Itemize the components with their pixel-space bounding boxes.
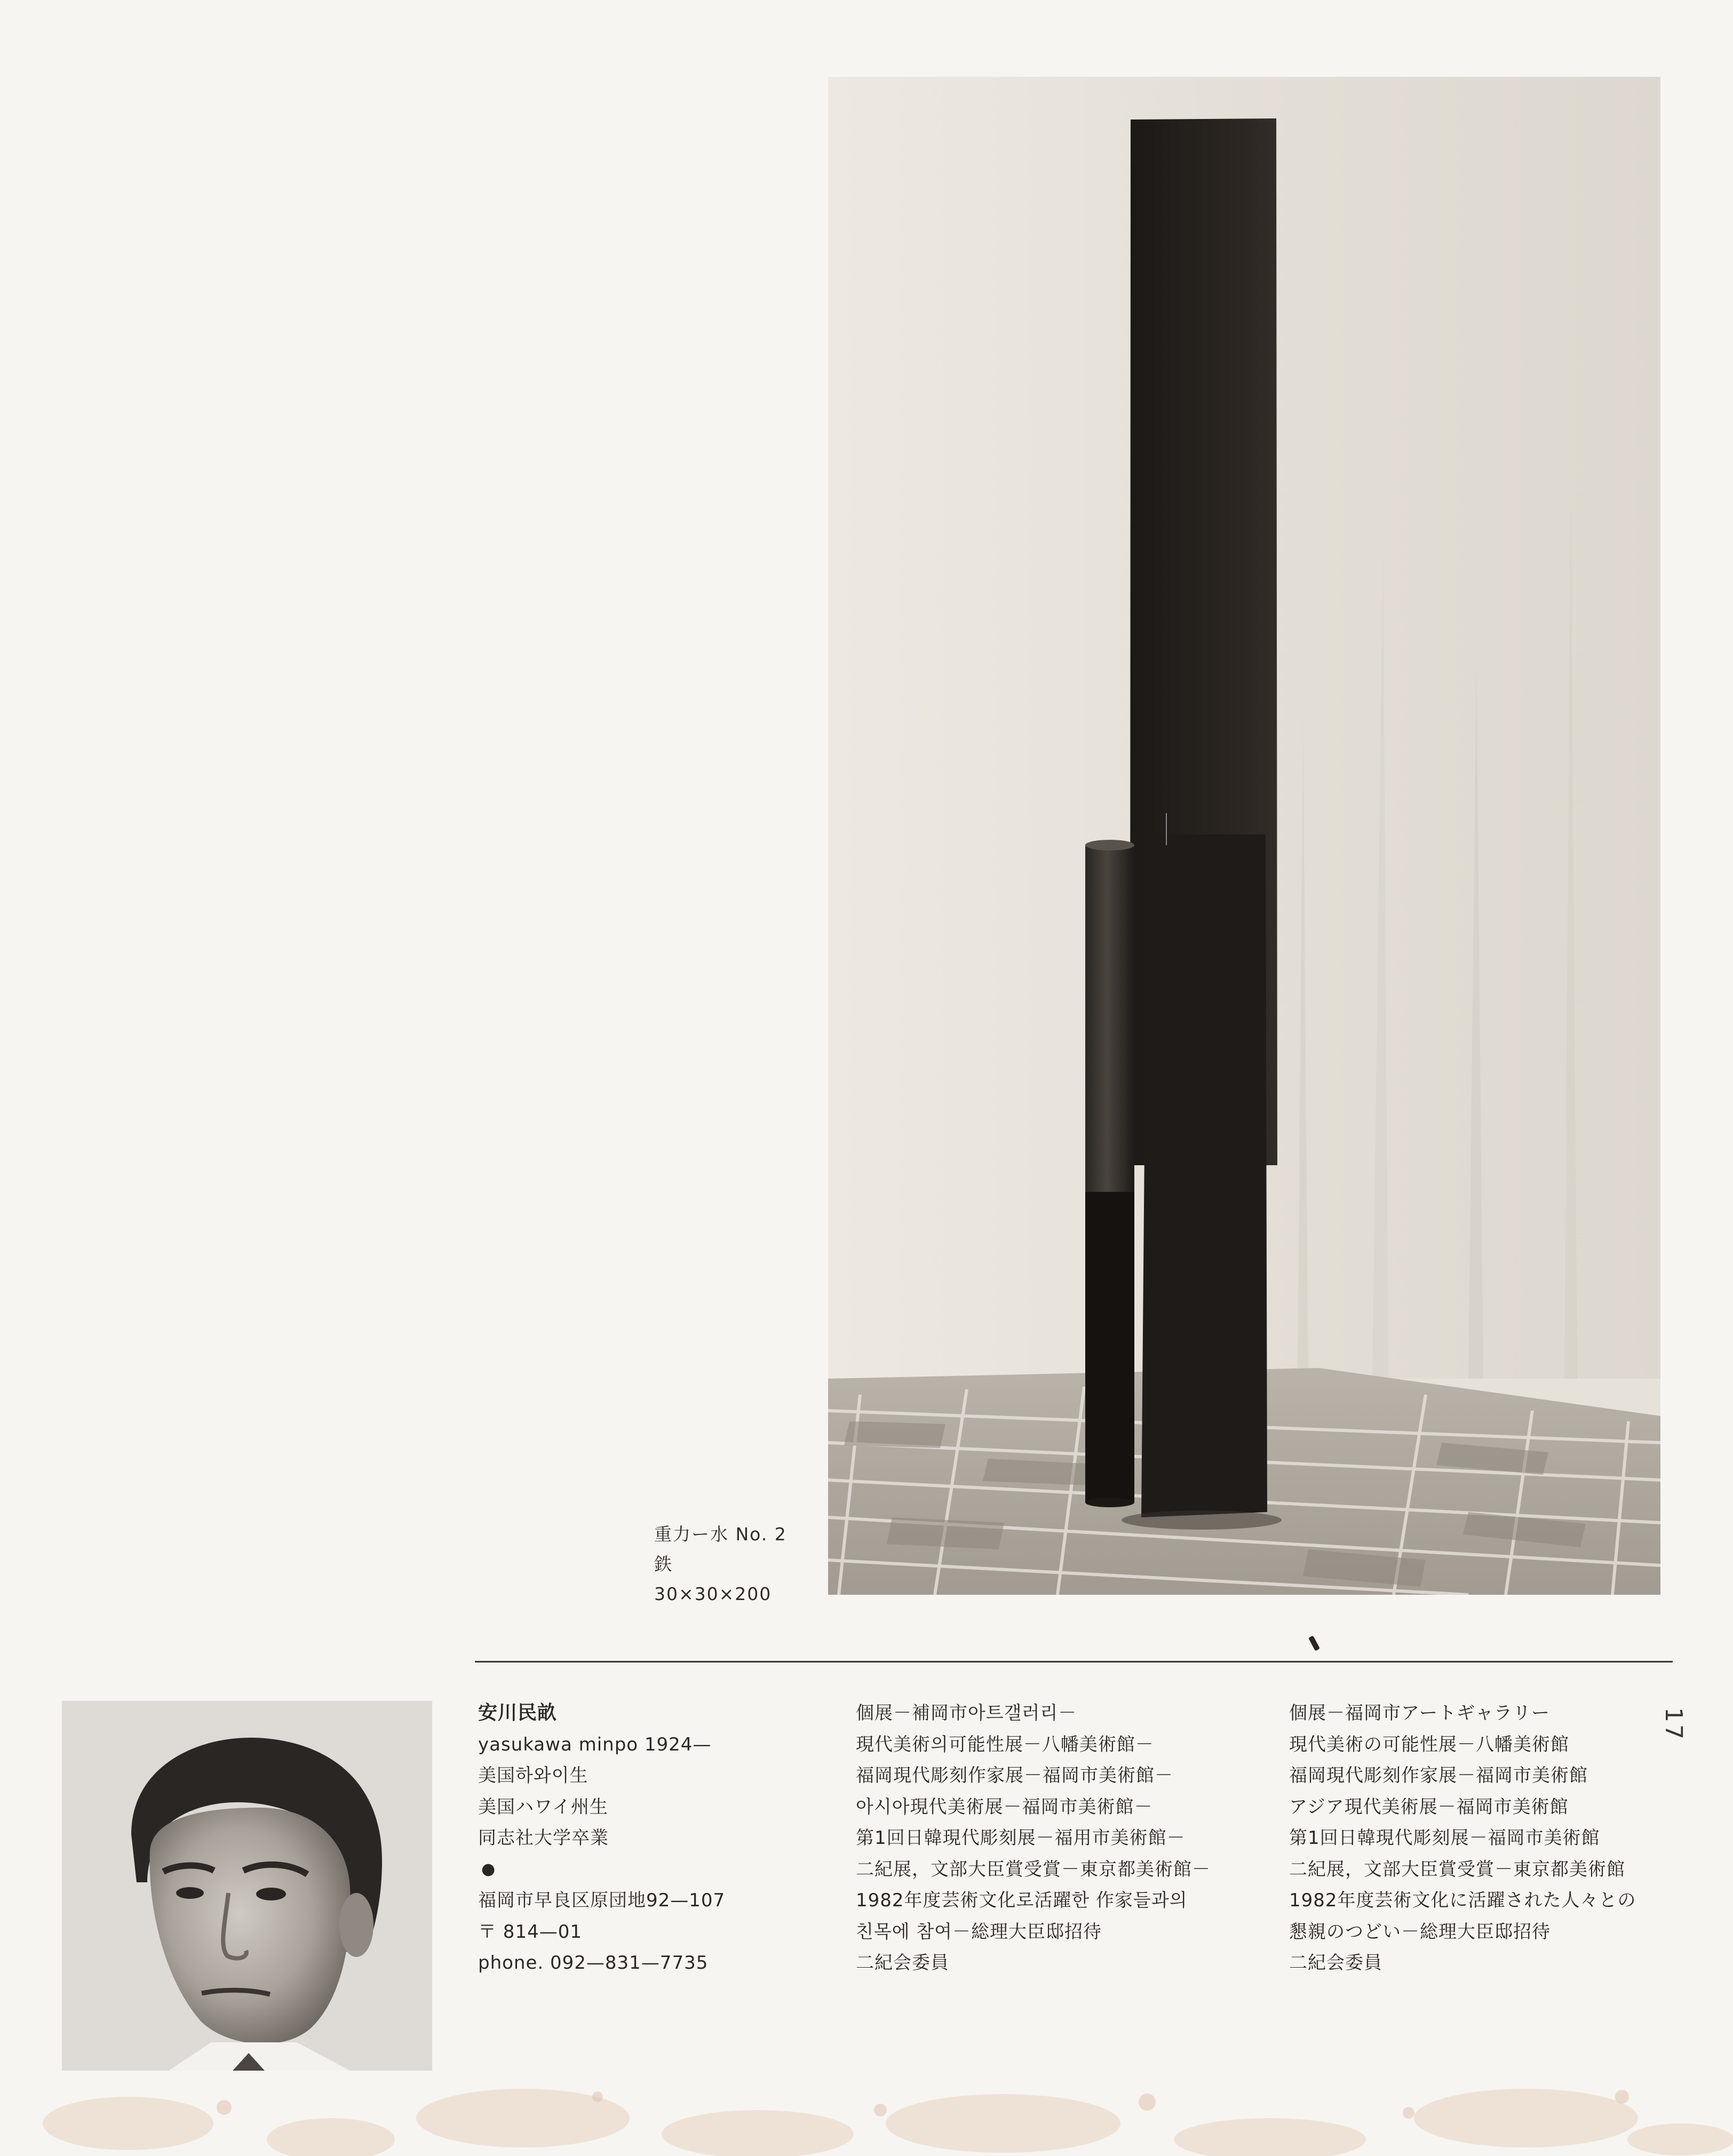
exhibition-line: 二紀会委員 (1289, 1952, 1382, 1974)
artwork-caption (654, 1519, 820, 1609)
ink-mark (1308, 1635, 1320, 1651)
exhibition-line: 二紀展，文部大臣賞受賞－東京都美術館 (1289, 1858, 1625, 1880)
exhibition-line: 二紀会委員 (856, 1952, 949, 1974)
artist-address: 福岡市早良区原団地92—107 (478, 1890, 726, 1911)
artist-phone: phone. 092—831—7735 (478, 1952, 709, 1974)
exhibition-line: 個展－福岡市アートギャラリー (1289, 1702, 1550, 1724)
artwork-dimensions: 30×30×200 (654, 1584, 772, 1604)
bullet-separator: ● (481, 1859, 496, 1879)
artwork-material: 鉄 (654, 1554, 673, 1574)
artist-postal-code: 〒 814—01 (478, 1921, 582, 1943)
exhibitions-japanese (1289, 1698, 1695, 1979)
artist-birthplace-ko: 美国하와이生 (478, 1765, 589, 1786)
exhibition-line: 福岡現代彫刻作家展－福岡市美術館－ (856, 1765, 1173, 1786)
exhibition-line: 1982年度芸術文化로活躍한 作家들과의 (856, 1890, 1188, 1911)
artist-portrait (62, 1701, 432, 2071)
exhibition-line: 個展－補岡市아트갤러리－ (856, 1702, 1077, 1724)
artist-education: 同志社大学卒業 (478, 1827, 609, 1849)
exhibition-line: 第1回日韓現代彫刻展－福岡市美術館 (1289, 1827, 1600, 1849)
exhibition-line: 二紀展，文部大臣賞受賞－東京都美術館－ (856, 1858, 1211, 1880)
section-divider (475, 1661, 1673, 1662)
exhibition-line: 現代美術의可能性展－八幡美術館－ (856, 1733, 1154, 1755)
artist-bio (478, 1698, 809, 1979)
exhibition-line: 懇親のつどい－総理大臣邸招待 (1289, 1921, 1551, 1943)
artwork-title: 重力ー水 No. 2 (654, 1524, 787, 1545)
exhibition-line: 第1回日韓現代彫刻展－福用市美術館－ (856, 1827, 1186, 1849)
page-number: 17 (1660, 1707, 1687, 1741)
exhibition-line: アジア現代美術展－福岡市美術館 (1289, 1796, 1569, 1818)
sculpture-photo (828, 77, 1660, 1595)
sculpture-photo-drawing (828, 77, 1660, 1595)
exhibition-line: 福岡現代彫刻作家展－福岡市美術館 (1289, 1765, 1588, 1786)
exhibition-line: 친목에 참여－総理大臣邸招待 (856, 1921, 1102, 1943)
portrait-drawing (62, 1701, 432, 2071)
exhibition-line: 現代美術の可能性展－八幡美術館 (1289, 1733, 1569, 1755)
paper-stains (0, 2059, 1733, 2156)
artist-romanized-name: yasukawa minpo 1924— (478, 1733, 712, 1755)
artist-birthplace-ja: 美国ハワイ州生 (478, 1796, 608, 1818)
exhibition-line: 아시아現代美術展－福岡市美術館－ (856, 1796, 1153, 1818)
artist-name: 安川民畝 (478, 1702, 558, 1724)
exhibition-line: 1982年度芸術文化に活躍された人々との (1289, 1890, 1636, 1911)
exhibitions-korean (856, 1698, 1261, 1979)
